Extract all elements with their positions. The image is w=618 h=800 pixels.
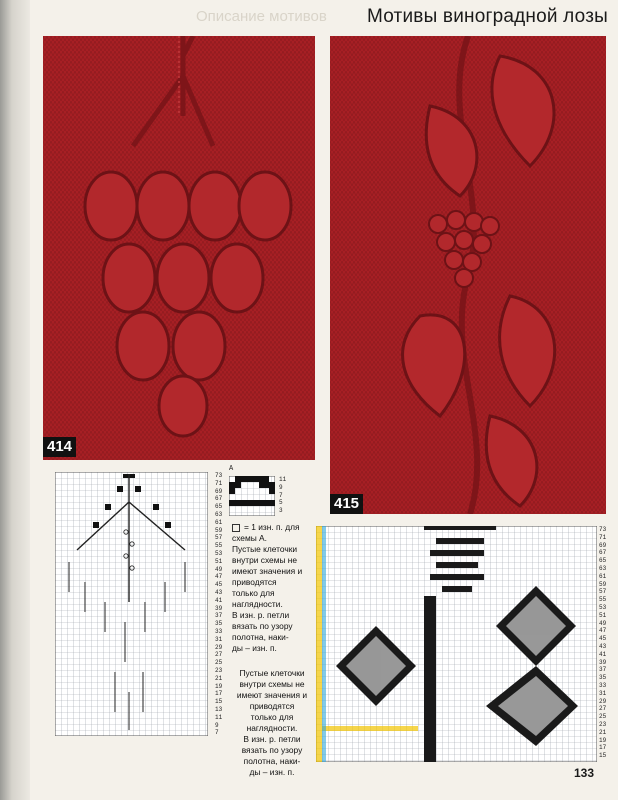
row-label: 47 bbox=[599, 627, 607, 635]
row-label: 23 bbox=[599, 720, 607, 728]
row-label: 33 bbox=[215, 627, 223, 635]
row-label: 71 bbox=[599, 533, 607, 541]
chart-415-grid bbox=[316, 526, 597, 762]
row-label: 59 bbox=[599, 580, 607, 588]
row-label: 67 bbox=[599, 549, 607, 557]
row-label: 11 bbox=[279, 476, 287, 483]
row-label: 69 bbox=[599, 541, 607, 549]
grape-bunch-illustration bbox=[43, 36, 315, 460]
page-number: 133 bbox=[574, 766, 595, 780]
row-label: 35 bbox=[599, 674, 607, 682]
legend-a-note: = 1 изн. п. для схемы А. bbox=[232, 522, 300, 543]
row-label: 17 bbox=[599, 744, 607, 752]
legend-line: приводятся bbox=[232, 577, 277, 587]
row-label: 45 bbox=[215, 581, 223, 589]
row-label: 7 bbox=[215, 729, 219, 737]
photo-415 bbox=[330, 36, 606, 514]
row-label: 19 bbox=[599, 736, 607, 744]
row-label: 65 bbox=[215, 503, 223, 511]
row-label: 15 bbox=[599, 752, 607, 760]
chart-415-row-numbers bbox=[599, 526, 606, 760]
row-label: 71 bbox=[215, 479, 223, 487]
legend-a bbox=[232, 522, 312, 654]
row-label: 39 bbox=[215, 604, 223, 612]
legend-line: имеют значения и bbox=[236, 690, 308, 700]
row-label: 73 bbox=[599, 526, 607, 533]
row-label: 73 bbox=[215, 472, 223, 479]
row-label: 9 bbox=[279, 483, 283, 491]
row-label: 19 bbox=[215, 682, 223, 690]
row-label: 37 bbox=[215, 612, 223, 620]
legend-line: наглядности. bbox=[232, 599, 283, 609]
row-label: 69 bbox=[215, 487, 223, 495]
legend-line: имеют значения и bbox=[232, 566, 303, 576]
row-label: 7 bbox=[279, 491, 283, 499]
legend-line: приводятся bbox=[249, 701, 295, 711]
row-label: 3 bbox=[279, 507, 283, 515]
legend-b bbox=[231, 668, 313, 778]
row-label: 49 bbox=[599, 619, 607, 627]
row-label: 11 bbox=[215, 713, 223, 721]
chart-a-row-numbers bbox=[279, 476, 286, 515]
photo-number-415: 415 bbox=[330, 494, 363, 514]
row-label: 27 bbox=[215, 651, 223, 659]
row-label: 67 bbox=[215, 495, 223, 503]
ghost-text: Описание мотивов bbox=[196, 8, 327, 25]
row-label: 33 bbox=[599, 681, 607, 689]
row-label: 15 bbox=[215, 698, 223, 706]
row-label: 57 bbox=[599, 588, 607, 596]
row-label: 27 bbox=[599, 705, 607, 713]
chart-414-row-numbers bbox=[215, 472, 222, 737]
row-label: 31 bbox=[599, 689, 607, 697]
legend-line: ды – изн. п. bbox=[249, 767, 295, 777]
row-label: 55 bbox=[215, 542, 223, 550]
row-label: 65 bbox=[599, 557, 607, 565]
chart-a-grid bbox=[229, 476, 275, 516]
row-label: 29 bbox=[599, 697, 607, 705]
row-label: 35 bbox=[215, 620, 223, 628]
row-label: 43 bbox=[599, 642, 607, 650]
row-label: 41 bbox=[599, 650, 607, 658]
chart-415 bbox=[316, 526, 607, 762]
row-label: 21 bbox=[215, 674, 223, 682]
row-label: 45 bbox=[599, 635, 607, 643]
row-label: 49 bbox=[215, 565, 223, 573]
row-label: 25 bbox=[599, 713, 607, 721]
row-label: 17 bbox=[215, 690, 223, 698]
row-label: 43 bbox=[215, 588, 223, 596]
row-label: 37 bbox=[599, 666, 607, 674]
legend-line: ды – изн. п. bbox=[232, 643, 277, 653]
row-label: 61 bbox=[215, 518, 223, 526]
row-label: 47 bbox=[215, 573, 223, 581]
row-label: 5 bbox=[279, 499, 283, 507]
row-label: 55 bbox=[599, 596, 607, 604]
legend-line: В изн. р. петли bbox=[232, 610, 290, 620]
chart-414-grid bbox=[55, 472, 208, 736]
row-label: 13 bbox=[215, 705, 223, 713]
legend-line: вязать по узору bbox=[241, 745, 303, 755]
photo-414 bbox=[43, 36, 315, 460]
legend-line: В изн. р. петли bbox=[243, 734, 301, 744]
legend-line: только для bbox=[250, 712, 294, 722]
legend-line: внутри схемы не bbox=[232, 555, 298, 565]
row-label: 59 bbox=[215, 526, 223, 534]
chart-414 bbox=[55, 472, 223, 737]
row-label: 53 bbox=[215, 549, 223, 557]
row-label: 53 bbox=[599, 603, 607, 611]
row-label: 41 bbox=[215, 596, 223, 604]
row-label: 51 bbox=[215, 557, 223, 565]
vine-illustration bbox=[330, 36, 606, 514]
legend-line: внутри схемы не bbox=[239, 679, 305, 689]
row-label: 39 bbox=[599, 658, 607, 666]
row-label: 21 bbox=[599, 728, 607, 736]
row-label: 29 bbox=[215, 643, 223, 651]
legend-line: только для bbox=[232, 588, 275, 598]
photo-number-414: 414 bbox=[43, 437, 76, 457]
legend-line: наглядности. bbox=[246, 723, 298, 733]
legend-line: полотна, наки- bbox=[232, 632, 289, 642]
row-label: 51 bbox=[599, 611, 607, 619]
row-label: 9 bbox=[215, 721, 219, 729]
book-spine bbox=[0, 0, 30, 800]
row-label: 31 bbox=[215, 635, 223, 643]
legend-line: вязать по узору bbox=[232, 621, 293, 631]
row-label: 23 bbox=[215, 666, 223, 674]
row-label: 63 bbox=[599, 564, 607, 572]
page-title: Мотивы виноградной лозы bbox=[366, 6, 608, 27]
legend-line: Пустые клеточки bbox=[232, 544, 298, 554]
chart-a bbox=[229, 465, 287, 516]
row-label: 63 bbox=[215, 510, 223, 518]
row-label: 25 bbox=[215, 659, 223, 667]
row-label: 61 bbox=[599, 572, 607, 580]
chart-a-label: A bbox=[229, 465, 234, 473]
legend-line: Пустые клеточки bbox=[239, 668, 305, 678]
legend-line: полотна, наки- bbox=[243, 756, 301, 766]
row-label: 57 bbox=[215, 534, 223, 542]
empty-cell-icon bbox=[232, 524, 240, 532]
